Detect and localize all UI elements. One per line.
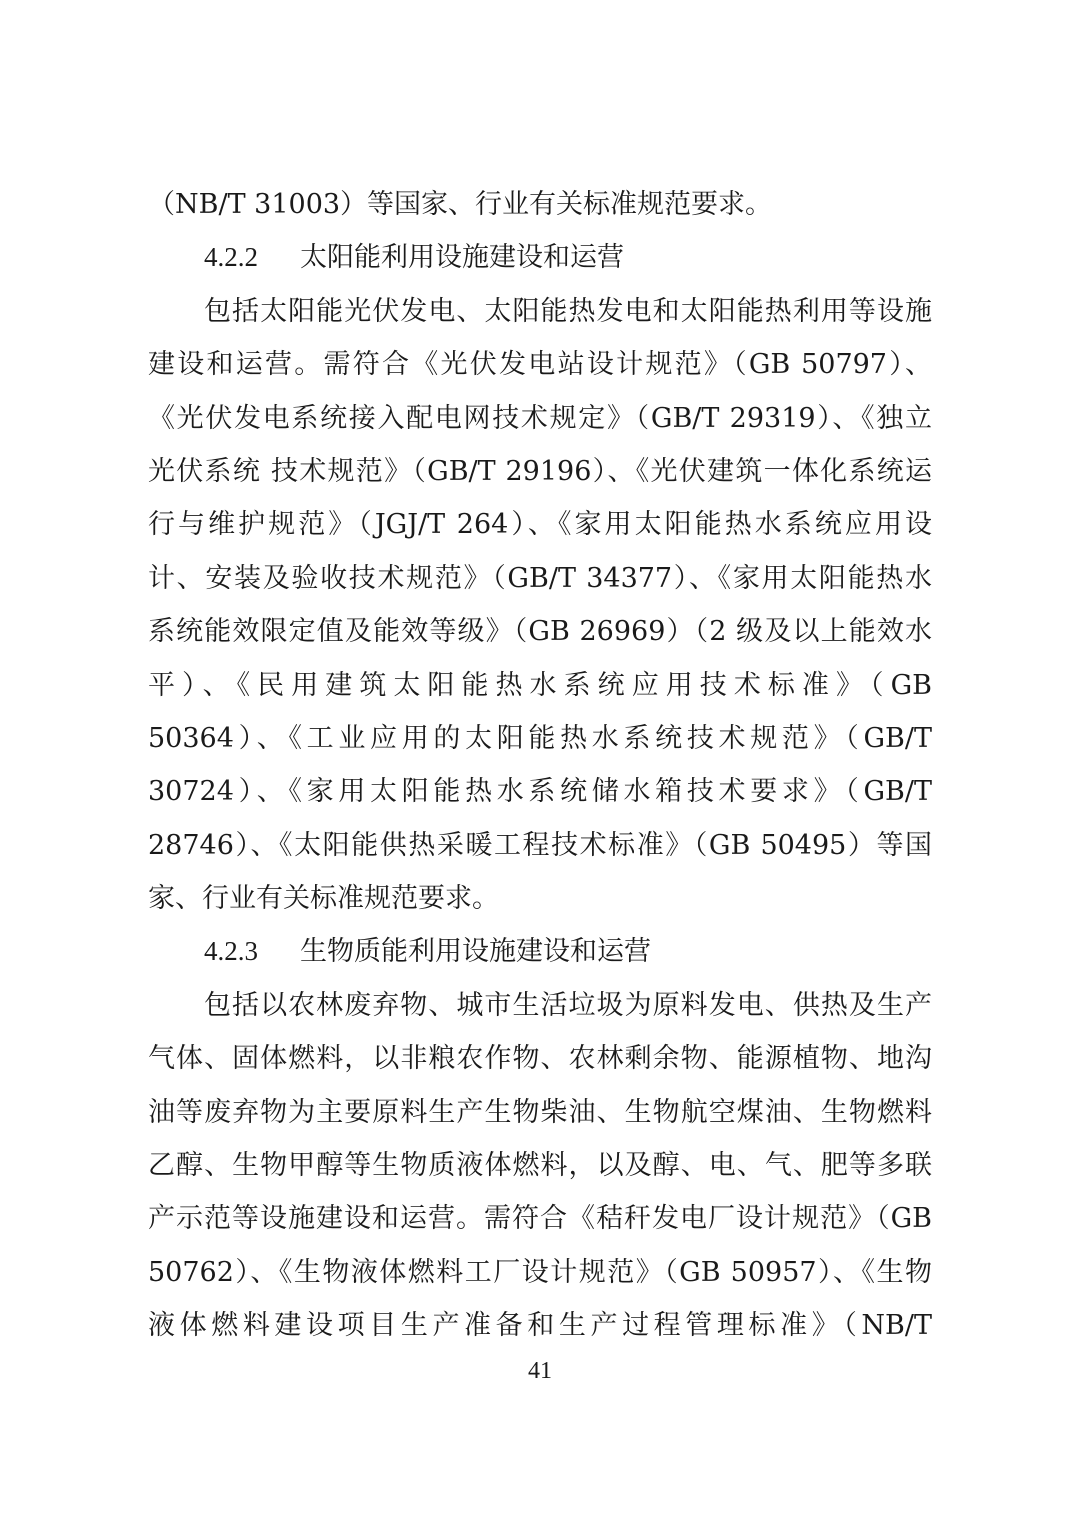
body-line: 乙醇、生物甲醇等生物质液体燃料，以及醇、电、气、肥等多联: [148, 1150, 932, 1182]
section-number: 4.2.3: [204, 936, 258, 967]
body-line: 包括太阳能光伏发电、太阳能热发电和太阳能热利用等设施: [204, 295, 932, 327]
body-line: 计、安装及验收技术规范》（GB/T 34377）、《家用太阳能热水: [148, 562, 932, 594]
body-line: 产示范等设施建设和运营。需符合《秸秆发电厂设计规范》（GB: [148, 1203, 932, 1235]
body-line: 28746）、《太阳能供热采暖工程技术标准》（GB 50495）等国: [148, 829, 932, 861]
body-line: 《光伏发电系统接入配电网技术规定》（GB/T 29319）、《独立: [148, 402, 932, 434]
body-line: 光伏系统 技术规范》（GB/T 29196）、《光伏建筑一体化系统运: [148, 455, 932, 487]
section-title: 生物质能利用设施建设和运营: [300, 936, 651, 968]
body-line: 包括以农林废弃物、城市生活垃圾为原料发电、供热及生产: [204, 989, 932, 1021]
section-number: 4.2.2: [204, 242, 258, 273]
body-line: 行与维护规范》（JGJ/T 264）、《家用太阳能热水系统应用设: [148, 509, 932, 541]
body-line: 30724）、《家用太阳能热水系统储水箱技术要求》（GB/T: [148, 776, 932, 808]
body-line: 系统能效限定值及能效等级》（GB 26969）（2 级及以上能效水: [148, 616, 932, 648]
section-heading-4-2-3: [148, 925, 932, 978]
body-line: 油等废弃物为主要原料生产生物柴油、生物航空煤油、生物燃料: [148, 1096, 932, 1128]
section-title: 太阳能利用设施建设和运营: [300, 242, 624, 274]
body-line: （NB/T 31003）等国家、行业有关标准规范要求。: [148, 189, 773, 220]
body-line: 液体燃料建设项目生产准备和生产过程管理标准》（NB/T: [148, 1310, 932, 1342]
body-line: 50364）、《工业应用的太阳能热水系统技术规范》（GB/T: [148, 722, 932, 754]
body-line: 建设和运营。需符合《光伏发电站设计规范》（GB 50797）、: [148, 349, 932, 381]
body-line: 平）、《民用建筑太阳能热水系统应用技术标准》（GB: [148, 669, 932, 701]
document-body: [148, 178, 932, 1353]
body-line: 50762）、《生物液体燃料工厂设计规范》（GB 50957）、《生物: [148, 1256, 932, 1288]
page-number: 41: [528, 1358, 552, 1384]
body-line: 气体、固体燃料，以非粮农作物、农林剩余物、能源植物、地沟: [148, 1043, 932, 1075]
body-line: 家、行业有关标准规范要求。: [148, 883, 499, 915]
section-heading-4-2-2: [148, 231, 932, 284]
